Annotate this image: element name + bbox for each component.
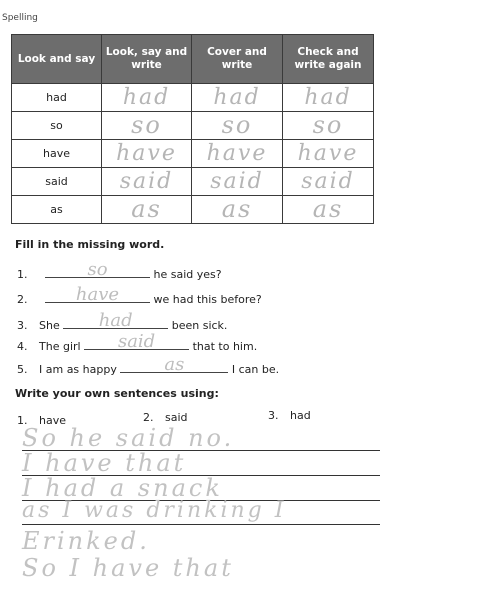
table-row [12, 196, 374, 224]
fill-section-title: Fill in the missing word. [15, 238, 165, 251]
handwritten-attempt: have [116, 141, 177, 166]
word-cell: so [12, 112, 102, 140]
attempt-cell[interactable] [102, 140, 192, 168]
header-check-write-again: Check and write again [283, 35, 374, 84]
header-cover-write: Cover and write [192, 35, 283, 84]
word-cell: said [12, 168, 102, 196]
prompt-2 [143, 411, 188, 424]
handwritten-attempt: said [301, 169, 355, 194]
question-after: been sick. [171, 319, 228, 332]
writing-line [22, 524, 380, 525]
answer-blank[interactable] [45, 284, 150, 305]
handwritten-attempt: as [221, 195, 253, 223]
question-after: he said yes? [153, 268, 222, 281]
handwritten-attempt: so [221, 111, 253, 139]
handwritten-attempt: have [297, 141, 359, 166]
attempt-cell[interactable] [192, 140, 283, 168]
handwritten-attempt: as [131, 195, 162, 223]
attempt-cell[interactable] [283, 140, 374, 168]
answer-blank[interactable] [84, 331, 189, 352]
question-number: 4. [17, 340, 28, 353]
handwritten-attempt: said [119, 169, 174, 194]
handwritten-sentence[interactable]: So I have that [22, 554, 234, 582]
handwritten-attempt: so [131, 111, 162, 139]
answer-blank[interactable] [45, 259, 150, 280]
attempt-cell[interactable] [283, 196, 374, 224]
prompt-number: 3. [268, 409, 279, 422]
page-label: Spelling [2, 13, 38, 23]
word-cell: have [12, 140, 102, 168]
word-cell: as [12, 196, 102, 224]
question-2 [17, 284, 262, 306]
table-row [12, 112, 374, 140]
prompt-word: said [165, 411, 188, 424]
handwritten-attempt: had [122, 85, 171, 110]
handwritten-attempt: so [312, 111, 344, 139]
question-number: 3. [17, 319, 28, 332]
question-after: we had this before? [153, 293, 262, 306]
question-before: The girl [39, 340, 81, 353]
attempt-cell[interactable] [192, 196, 283, 224]
spelling-table [11, 34, 374, 224]
attempt-cell[interactable] [102, 84, 192, 112]
attempt-cell[interactable] [192, 84, 283, 112]
header-look-say-write: Look, say and write [102, 35, 192, 84]
handwritten-attempt: had [213, 85, 261, 110]
attempt-cell[interactable] [102, 196, 192, 224]
question-3 [17, 310, 228, 332]
handwritten-answer: so [87, 259, 108, 280]
prompt-number: 2. [143, 411, 154, 424]
header-look-and-say: Look and say [12, 35, 102, 84]
attempt-cell[interactable] [192, 168, 283, 196]
handwritten-attempt: had [304, 85, 352, 110]
question-before: I am as happy [39, 363, 117, 376]
question-number: 1. [17, 268, 28, 281]
question-4 [17, 331, 258, 353]
question-number: 2. [17, 293, 28, 306]
handwritten-sentence[interactable]: I had a snack [22, 474, 223, 502]
handwritten-answer: have [75, 284, 120, 305]
prompt-word: had [290, 409, 311, 422]
attempt-cell[interactable] [283, 112, 374, 140]
prompt-3 [268, 409, 311, 422]
question-5 [17, 354, 280, 376]
table-row [12, 140, 374, 168]
table-row [12, 168, 374, 196]
table-header-row [12, 35, 374, 84]
handwritten-sentence[interactable]: So he said no. [22, 424, 235, 452]
handwritten-answer: as [164, 354, 185, 375]
word-cell: had [12, 84, 102, 112]
attempt-cell[interactable] [102, 168, 192, 196]
question-1 [17, 259, 222, 281]
question-after: that to him. [192, 340, 258, 353]
write-section-title: Write your own sentences using: [15, 387, 219, 400]
handwritten-sentence[interactable]: Erinked. [22, 527, 150, 555]
prompt-word: have [39, 414, 66, 427]
attempt-cell[interactable] [192, 112, 283, 140]
attempt-cell[interactable] [283, 168, 374, 196]
attempt-cell[interactable] [102, 112, 192, 140]
question-after: I can be. [231, 363, 280, 376]
table-row [12, 84, 374, 112]
answer-blank[interactable] [120, 354, 228, 375]
handwritten-answer: had [98, 310, 133, 331]
answer-blank[interactable] [63, 310, 168, 331]
handwritten-attempt: said [210, 169, 264, 194]
handwritten-sentence[interactable]: I have that [22, 449, 187, 477]
handwritten-attempt: have [206, 141, 268, 166]
prompt-number: 1. [17, 414, 28, 427]
question-before: She [39, 319, 60, 332]
handwritten-attempt: as [312, 195, 344, 223]
handwritten-sentence[interactable]: as I was drinking I [22, 498, 287, 523]
attempt-cell[interactable] [283, 84, 374, 112]
handwritten-answer: said [117, 331, 156, 352]
question-number: 5. [17, 363, 28, 376]
